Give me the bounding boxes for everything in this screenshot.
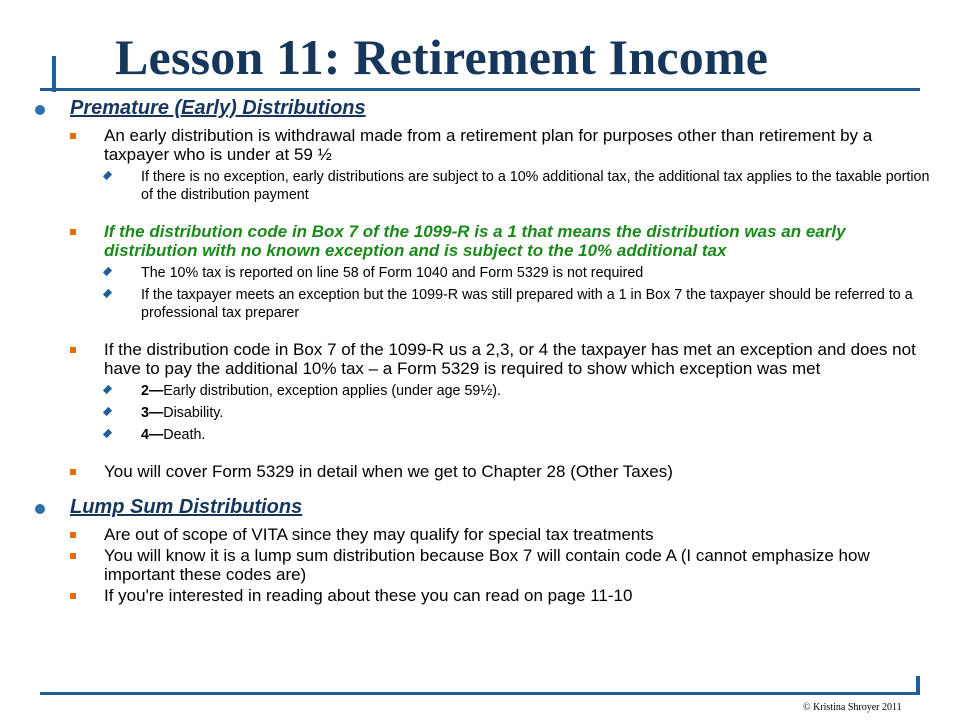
code-description: Disability.	[163, 405, 224, 421]
sub-bullet-text: If there is no exception, early distributions are subject to a 10% additional tax, the additional tax applies to the taxable portion of the distribution payment	[141, 169, 930, 203]
frame-vertical-line-top	[52, 56, 56, 92]
bullet-item	[104, 525, 934, 544]
square-bullet-icon	[70, 229, 76, 235]
sub-bullet-item	[141, 286, 931, 322]
bullet-item	[104, 462, 934, 481]
sub-bullet-item	[141, 168, 931, 204]
bullet-text: If the distribution code in Box 7 of the 1099-R us a 2,3, or 4 the taxpayer has met an exception and does not have to pay the additional 10% tax – a Form 5329 is required to show which exception was met	[104, 340, 916, 378]
code-label: 2—	[141, 383, 164, 399]
square-bullet-icon	[70, 553, 76, 559]
code-item	[141, 382, 931, 400]
bullet-item-highlighted	[104, 222, 934, 260]
diamond-bullet-icon	[103, 429, 112, 438]
frame-horizontal-line-bottom	[40, 692, 920, 695]
code-description: Death.	[163, 427, 206, 443]
copyright-footer: © Kristina Shroyer 2011	[803, 702, 902, 713]
bullet-text: You will cover Form 5329 in detail when we get to Chapter 28 (Other Taxes)	[104, 462, 673, 481]
bullet-text: If you're interested in reading about these you can read on page 11-10	[104, 586, 633, 605]
code-description: Early distribution, exception applies (under age 59½).	[163, 383, 502, 399]
square-bullet-icon	[70, 532, 76, 538]
section-lump-sum-distributions	[0, 497, 960, 521]
bullet-item	[104, 340, 934, 378]
diamond-bullet-icon	[103, 385, 112, 394]
diamond-bullet-icon	[103, 267, 112, 276]
bullet-item	[104, 586, 934, 605]
sub-bullet-text: The 10% tax is reported on line 58 of Form 1040 and Form 5329 is not required	[141, 265, 644, 281]
section-title: Premature (Early) Distributions	[70, 97, 366, 119]
square-bullet-icon	[70, 133, 76, 139]
code-label: 3—	[141, 405, 164, 421]
bullet-item	[104, 546, 934, 584]
bullet-text: Are out of scope of VITA since they may qualify for special tax treatments	[104, 525, 654, 544]
code-item	[141, 404, 931, 422]
square-bullet-icon	[70, 347, 76, 353]
square-bullet-icon	[70, 469, 76, 475]
diamond-bullet-icon	[103, 407, 112, 416]
frame-horizontal-line-top	[40, 88, 920, 91]
code-label: 4—	[141, 427, 164, 443]
sub-bullet-text: If the taxpayer meets an exception but the 1099-R was still prepared with a 1 in Box 7 the taxpayer should be referred to a professional tax preparer	[141, 287, 913, 321]
frame-vertical-line-bottom	[916, 676, 920, 695]
slide-content	[0, 98, 960, 605]
diamond-bullet-icon	[103, 171, 112, 180]
circle-bullet-icon	[35, 504, 45, 514]
diamond-bullet-icon	[103, 289, 112, 298]
bullet-item	[104, 126, 934, 164]
bullet-text: You will know it is a lump sum distribution because Box 7 will contain code A (I cannot emphasize how important these codes are)	[104, 546, 870, 584]
section-title: Lump Sum Distributions	[70, 496, 303, 518]
sub-bullet-item	[141, 264, 931, 282]
slide-title: Lesson 11: Retirement Income	[115, 29, 769, 85]
bullet-text: An early distribution is withdrawal made from a retirement plan for purposes other than retirement by a taxpayer who is under at 59 ½	[104, 126, 873, 164]
bullet-text: If the distribution code in Box 7 of the 1099-R is a 1 that means the distribution was an early distribution with no known exception and is subject to the 10% additional tax	[104, 222, 846, 260]
section-early-distributions	[0, 98, 960, 122]
code-item	[141, 426, 931, 444]
circle-bullet-icon	[35, 105, 45, 115]
square-bullet-icon	[70, 593, 76, 599]
